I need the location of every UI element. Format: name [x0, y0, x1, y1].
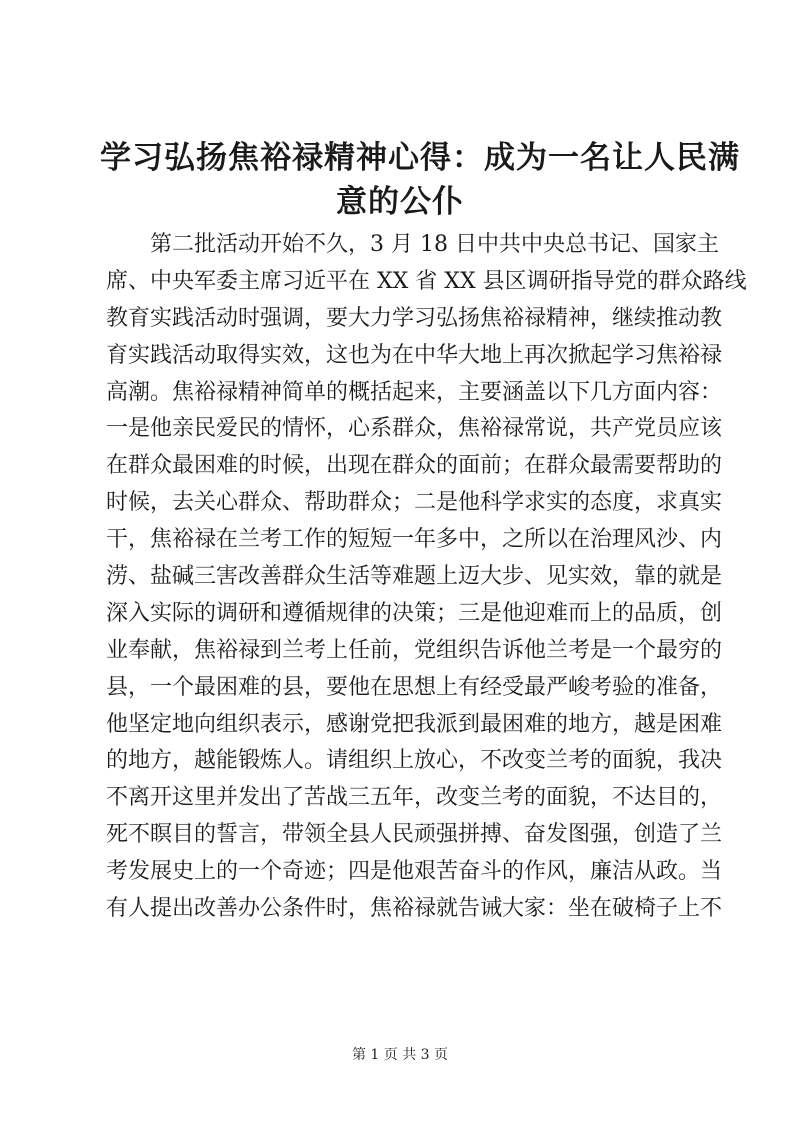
body-line: 的地方，越能锻炼人。请组织上放心，不改变兰考的面貌，我决 [106, 748, 723, 774]
body-line: 业奉献，焦裕禄到兰考上任前，党组织告诉他兰考是一个最穷的 [106, 637, 723, 663]
title-line: 学习弘扬焦裕禄精神心得：成为一名让人民满 [100, 140, 740, 176]
body-line: 考发展史上的一个奇迹；四是他艰苦奋斗的作风，廉洁从政。当 [106, 859, 723, 885]
body-line: 时候，去关心群众、帮助群众；二是他科学求实的态度，求真实 [106, 490, 723, 516]
body-line: 在群众最困难的时候，出现在群众的面前；在群众最需要帮助的 [106, 453, 723, 479]
body-line: 席、中央军委主席习近平在 XX 省 XX 县区调研指导党的群众路线 [106, 268, 747, 294]
body-line: 有人提出改善办公条件时，焦裕禄就告诫大家：坐在破椅子上不 [106, 896, 723, 922]
body-line: 高潮。焦裕禄精神简单的概括起来，主要涵盖以下几方面内容： [106, 379, 723, 405]
body-line: 死不瞑目的誓言，带领全县人民顽强拼搏、奋发图强，创造了兰 [106, 822, 723, 848]
body-line: 县，一个最困难的县，要他在思想上有经受最严峻考验的准备， [106, 674, 723, 700]
body-line: 教育实践活动时强调，要大力学习弘扬焦裕禄精神，继续推动教 [106, 305, 723, 331]
body-line: 不离开这里并发出了苦战三五年，改变兰考的面貌，不达目的， [106, 785, 723, 811]
body-paragraph [106, 227, 747, 928]
body-line: 一是他亲民爱民的情怀，心系群众，焦裕禄常说，共产党员应该 [106, 416, 723, 442]
body-line: 育实践活动取得实效，这也为在中华大地上再次掀起学习焦裕禄 [106, 342, 723, 368]
page-footer: 第 1 页 共 3 页 [351, 1047, 449, 1063]
body-line: 第二批活动开始不久，3 月 18 日中共中央总书记、国家主 [106, 232, 719, 257]
title-line: 意的公仆 [336, 184, 464, 220]
body-line: 深入实际的调研和遵循规律的决策；三是他迎难而上的品质，创 [106, 600, 723, 626]
body-line: 干，焦裕禄在兰考工作的短短一年多中，之所以在治理风沙、内 [106, 527, 723, 553]
document-title [100, 136, 740, 224]
body-line: 他坚定地向组织表示，感谢党把我派到最困难的地方，越是困难 [106, 711, 723, 737]
body-line: 涝、盐碱三害改善群众生活等难题上迈大步、见实效，靠的就是 [106, 564, 723, 590]
